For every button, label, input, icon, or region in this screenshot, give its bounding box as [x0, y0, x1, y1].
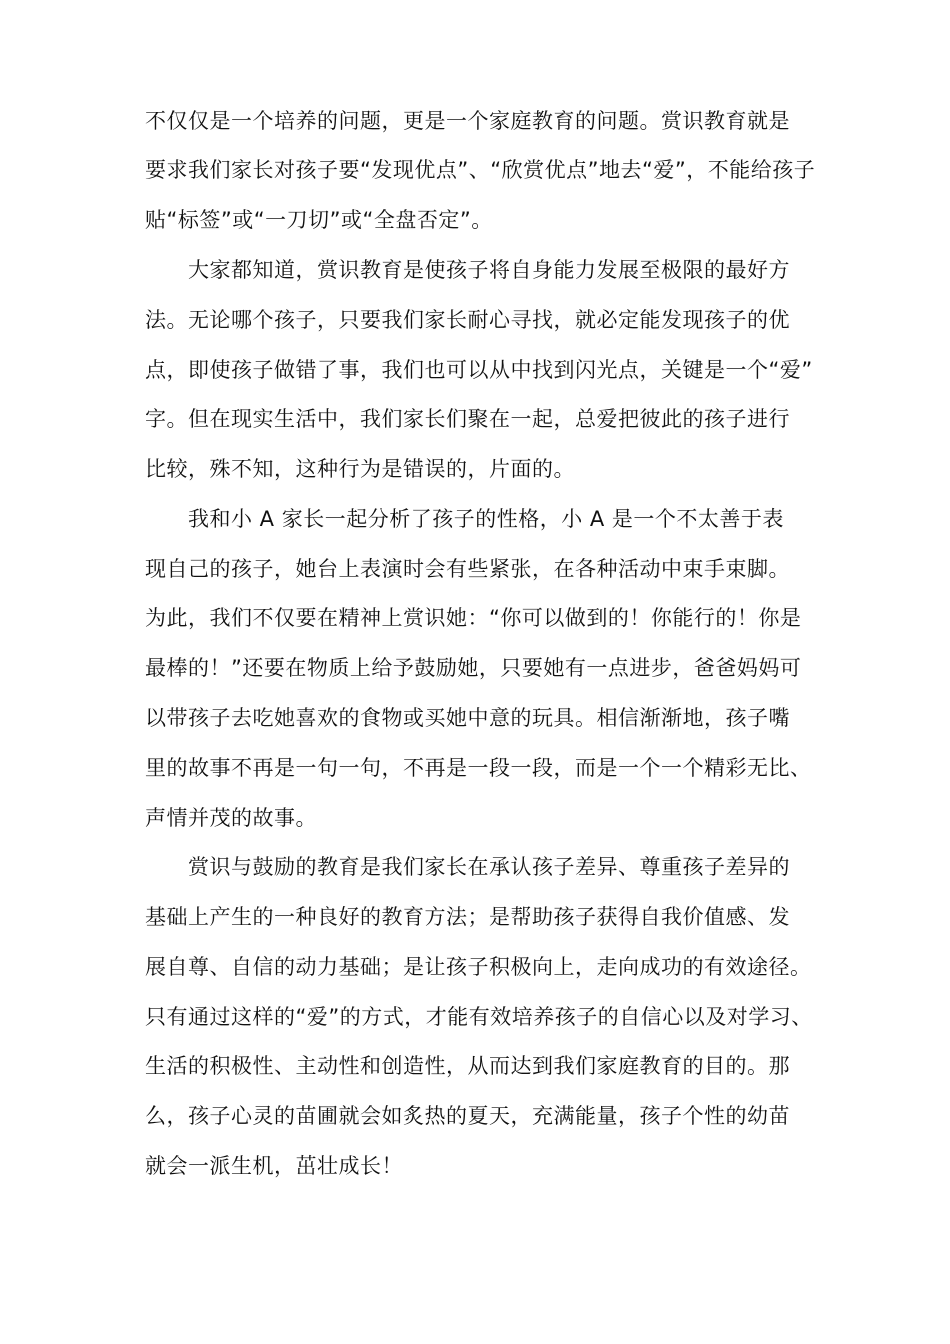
text-line: 就会一派生机，茁壮成长！ [145, 1154, 403, 1178]
text-line: 法。无论哪个孩子，只要我们家长耐心寻找，就必定能发现孩子的优 [145, 308, 790, 332]
text-line: 现自己的孩子，她台上表演时会有些紧张，在各种活动中束手束脚。 [145, 557, 790, 581]
text-line: 以带孩子去吃她喜欢的食物或买她中意的玩具。相信渐渐地，孩子嘴 [145, 706, 790, 730]
text-line: 里的故事不再是一句一句，不再是一段一段，而是一个一个精彩无比、 [145, 756, 812, 780]
text-line: 不仅仅是一个培养的问题，更是一个家庭教育的问题。赏识教育就是 [145, 109, 790, 133]
paragraph-first-line: 我和小 A 家长一起分析了孩子的性格，小 A 是一个不太善于表 [188, 507, 784, 531]
text-line: 么，孩子心灵的苗圃就会如炙热的夏天，充满能量，孩子个性的幼苗 [145, 1104, 790, 1128]
text-line: 只有通过这样的“爱”的方式，才能有效培养孩子的自信心以及对学习、 [145, 1005, 813, 1029]
text-line: 生活的积极性、主动性和创造性，从而达到我们家庭教育的目的。那 [145, 1054, 790, 1078]
text-line: 展自尊、自信的动力基础；是让孩子积极向上，走向成功的有效途径。 [145, 955, 812, 979]
text-line: 贴“标签”或“一刀切”或“全盘否定”。 [145, 208, 493, 232]
text-line: 基础上产生的一种良好的教育方法；是帮助孩子获得自我价值感、发 [145, 905, 790, 929]
text-line: 点，即使孩子做错了事，我们也可以从中找到闪光点，关键是一个“爱” [145, 358, 813, 382]
text-line: 为此，我们不仅要在精神上赏识她：“你可以做到的！你能行的！你是 [145, 606, 802, 630]
text-line: 字。但在现实生活中，我们家长们聚在一起，总爱把彼此的孩子进行 [145, 407, 790, 431]
paragraph-first-line: 赏识与鼓励的教育是我们家长在承认孩子差异、尊重孩子差异的 [188, 855, 790, 879]
text-line: 要求我们家长对孩子要“发现优点”、“欣赏优点”地去“爱”，不能给孩子 [145, 158, 816, 182]
text-line: 最棒的！”还要在物质上给予鼓励她，只要她有一点进步，爸爸妈妈可 [145, 656, 802, 680]
paragraph-first-line: 大家都知道，赏识教育是使孩子将自身能力发展至极限的最好方 [188, 258, 790, 282]
text-line: 比较，殊不知，这种行为是错误的，片面的。 [145, 457, 575, 481]
text-line: 声情并茂的故事。 [145, 806, 317, 830]
